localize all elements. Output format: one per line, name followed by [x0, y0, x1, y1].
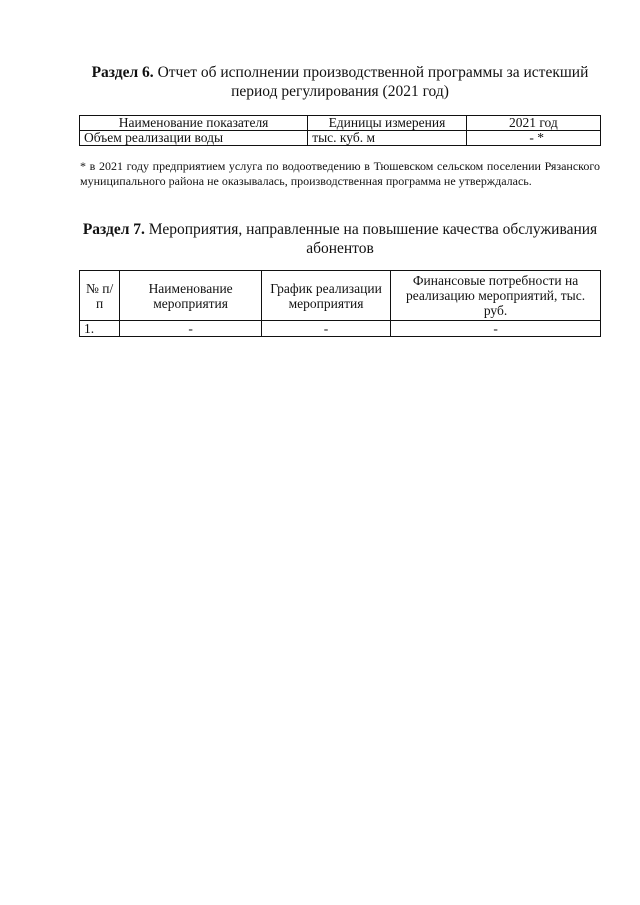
header-financial-needs: Финансовые потребности на реализацию мероприятий, тыс. руб. [391, 271, 601, 321]
section-7-heading [78, 220, 602, 258]
production-report-table [79, 115, 601, 146]
table-row [80, 321, 601, 337]
cell-indicator: Объем реализации воды [80, 131, 308, 146]
section-6-title: Отчет об исполнении производственной программы за истекший период регулирования (2021 год) [157, 64, 589, 100]
section-6-heading [80, 63, 600, 101]
section-7-title: Мероприятия, направленные на повышение качества обслуживания абонентов [148, 221, 598, 257]
table-header-row [80, 271, 601, 321]
header-units: Единицы измерения [308, 116, 467, 131]
header-year: 2021 год [466, 116, 600, 131]
header-schedule: График реализации мероприятия [261, 271, 390, 321]
header-indicator-name: Наименование показателя [80, 116, 308, 131]
cell-value: - * [466, 131, 600, 146]
table-header-row [80, 116, 601, 131]
header-measure-name: Наименование мероприятия [120, 271, 262, 321]
measures-table [79, 270, 601, 337]
cell-financial: - [391, 321, 601, 337]
table-row [80, 131, 601, 146]
section-7-label: Раздел 7. [82, 221, 145, 238]
cell-measure: - [120, 321, 262, 337]
footnote: * в 2021 году предприятием услуга по водоотведению в Тюшевском сельском поселении Рязанского муниципального района не оказывалась, производственная программа не утверждалась. [80, 159, 600, 188]
cell-number: 1. [80, 321, 120, 337]
cell-units: тыс. куб. м [308, 131, 467, 146]
header-number: № п/п [80, 271, 120, 321]
cell-schedule: - [261, 321, 390, 337]
section-6-label: Раздел 6. [91, 64, 154, 81]
